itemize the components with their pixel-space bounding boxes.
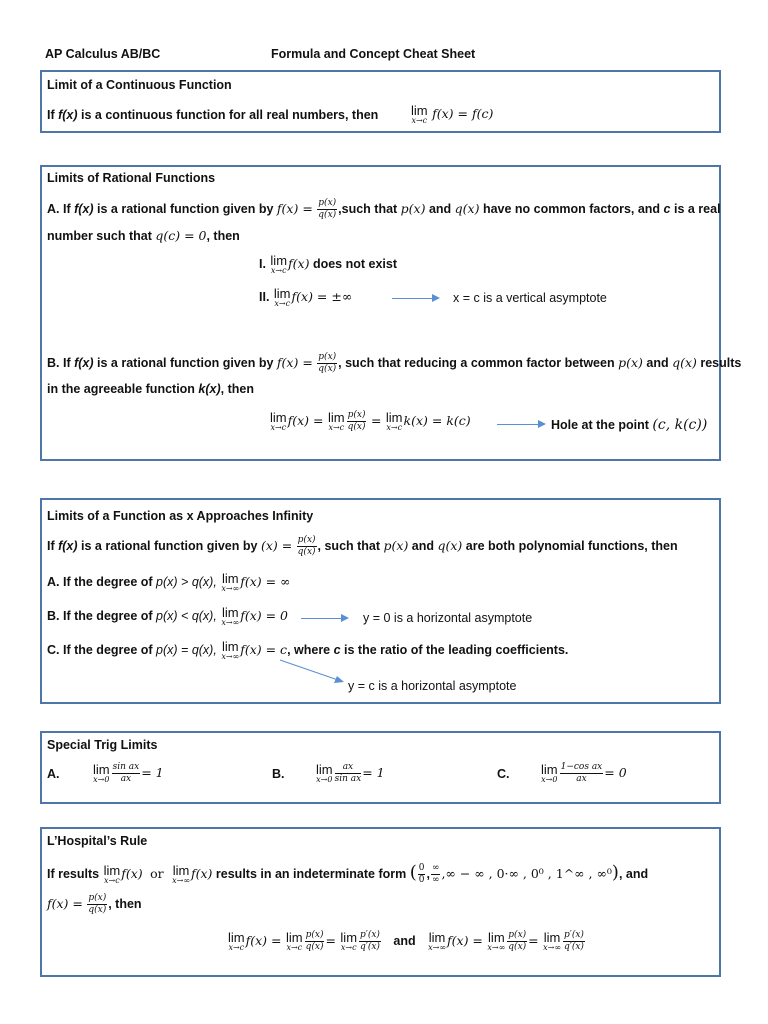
- horizontal-asymptote-zero: y = 0 is a horizontal asymptote: [363, 611, 533, 625]
- section-title: Special Trig Limits: [47, 738, 158, 752]
- rational-a-line1: A. If f(x) is a rational function given by f(x) = $\frac{p(x)}{q(x)}$ ,such that p(x) and q(x) have no common factors, and c is a real: [47, 198, 721, 220]
- continuous-statement: If f(x) is a continuous function for all real numbers, then: [47, 108, 379, 122]
- lhospital-formula: lim x→c f(x) = lim x→c $\frac{p(x)}{q(x)}$ = lim x→c $\frac{p'(x)}{q'(x)}$ and lim x→∞ f(x) = lim x→∞ $\frac{p(x)}{q(x)}$ = lim x→∞ $\frac{p'(x)}{q'(x)}$: [228, 930, 584, 952]
- sheet-title: Formula and Concept Cheat Sheet: [271, 47, 476, 61]
- section-title: Limits of a Function as x Approaches Infinity: [47, 509, 314, 523]
- lhospital-line1: If results lim x→c f(x) or lim x→∞ f(x) results in an indeterminate form ( $\frac{0}{0}$ , $\frac{\infty}{\infty}$ ,∞ − ∞ , 0·∞ , 0⁰ , 1^∞ , ∞⁰), and: [47, 862, 649, 886]
- diagonal-arrow-icon: [278, 658, 348, 686]
- fraction: $\frac{p(x)}{q(x)}$: [318, 198, 337, 220]
- section-infinity-limits: [40, 498, 721, 704]
- infinity-intro: If f(x) is a rational function given by (x) = $\frac{p(x)}{q(x)}$ , such that p(x) and q(x) are both polynomial functions, then: [47, 535, 678, 557]
- section-title: Limit of a Continuous Function: [47, 78, 232, 92]
- trig-limit-a: A.: [47, 767, 60, 781]
- rational-b-line1: B. If f(x) is a rational function given by f(x) = $\frac{p(x)}{q(x)}$ , such that reducing a common factor between p(x) and q(x) results: [47, 352, 742, 374]
- horizontal-asymptote-c: y = c is a horizontal asymptote: [348, 679, 517, 693]
- continuous-formula: lim x→c f(x) = f(c): [411, 103, 494, 125]
- limit-operator: lim x→c: [411, 103, 428, 125]
- section-title: Limits of Rational Functions: [47, 171, 216, 185]
- rational-case-ii: II. lim x→c f(x) = ±∞: [259, 286, 353, 308]
- section-title: L’Hospital’s Rule: [47, 834, 148, 848]
- infinity-case-b: B. If the degree of p(x) < q(x), lim x→∞ f(x) = 0: [47, 605, 289, 627]
- section-trig-limits: Special Trig Limits A. lim x→0 $\frac{\text{sin ax}}{ax}$ = 1 B. lim x→0 $\frac{ax}{\text{sin ax}}$ = 1 C. lim x→0 $\frac{\text{1−cos ax}}{ax}$ = 0: [40, 731, 721, 804]
- infinity-case-a: A. If the degree of p(x) > q(x), lim x→∞ f(x) = ∞: [47, 571, 291, 593]
- hole-formula: lim x→c f(x) = lim x→c $\frac{p(x)}{q(x)}$ = lim x→c k(x) = k(c): [270, 410, 471, 432]
- arrow-icon: [497, 424, 544, 425]
- section-rational-limits: [40, 165, 742, 461]
- section-lhospital: [40, 827, 721, 977]
- rational-a-line2: number such that q(c) = 0, then: [47, 228, 240, 243]
- lhospital-line2: f(x) = $\frac{p(x)}{q(x)}$ , then: [47, 893, 142, 915]
- trig-limit-b: B.: [272, 767, 285, 781]
- arrow-icon: [392, 298, 438, 299]
- course-title: AP Calculus AB/BC: [45, 47, 161, 61]
- infinity-case-c: C. If the degree of p(x) = q(x), lim x→∞ f(x) = c, where c is the ratio of the leading coefficients.: [47, 639, 569, 661]
- arrow-icon: [301, 618, 347, 619]
- section-continuous-limit: [40, 70, 721, 133]
- hole-result: Hole at the point (c, k(c)): [551, 417, 708, 433]
- trig-limit-c: C.: [497, 767, 510, 781]
- vertical-asymptote-result: x = c is a vertical asymptote: [453, 291, 607, 305]
- rational-b-line2: in the agreeable function k(x), then: [47, 382, 254, 396]
- rational-case-i: I. lim x→c f(x) does not exist: [259, 253, 397, 275]
